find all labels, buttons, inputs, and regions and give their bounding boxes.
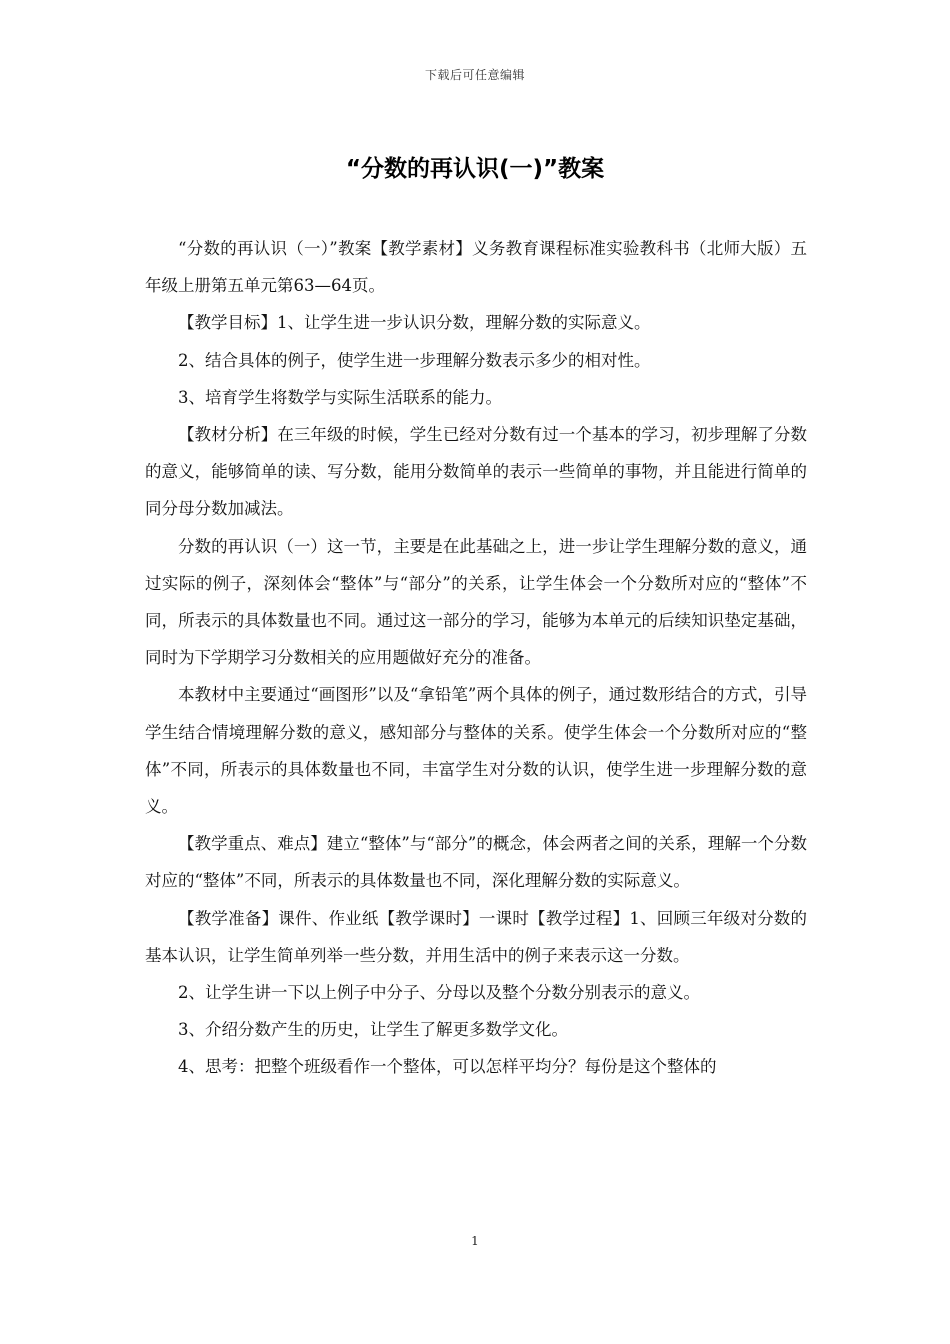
paragraph: 【教学重点、难点】建立“整体”与“部分”的概念，体会两者之间的关系，理解一个分数对应的“整体”不同，所表示的具体数量也不同，深化理解分数的实际意义。 [145, 834, 807, 891]
paragraph: 2、让学生讲一下以上例子中分子、分母以及整个分数分别表示的意义。 [178, 983, 700, 1003]
paragraph: 2、结合具体的例子，使学生进一步理解分数表示多少的相对性。 [178, 350, 651, 370]
paragraph: 本教材中主要通过“画图形”以及“拿铅笔”两个具体的例子，通过数形结合的方式，引导学生结合情境理解分数的意义，感知部分与整体的关系。使学生体会一个分数所对应的“整体”不同，所表示的具体数量也不同，丰富学生对分数的认识，使学生进一步理解分数的意义。 [145, 685, 807, 817]
page-number: 1 [471, 1234, 479, 1248]
paragraph: 分数的再认识（一）这一节，主要是在此基础之上，进一步让学生理解分数的意义，通过实际的例子，深刻体会“整体”与“部分”的关系，让学生体会一个分数所对应的“整体”不同，所表示的具体数量也不同。通过这一部分的学习，能够为本单元的后续知识垫定基础，同时为下学期学习分数相关的应用题做好充分的准备。 [145, 536, 807, 668]
paragraph: 【教材分析】在三年级的时候，学生已经对分数有过一个基本的学习，初步理解了分数的意义，能够简单的读、写分数，能用分数简单的表示一些简单的事物，并且能进行简单的同分母分数加减法。 [145, 425, 807, 519]
paragraph: 3、介绍分数产生的历史，让学生了解更多数学文化。 [178, 1020, 568, 1040]
document-title: “分数的再认识(一)”教案 [345, 156, 605, 182]
paragraph: 4、思考：把整个班级看作一个整体，可以怎样平均分？每份是这个整体的 [178, 1057, 717, 1077]
paragraph: 【教学准备】课件、作业纸【教学课时】一课时【教学过程】1、回顾三年级对分数的基本认识，让学生简单列举一些分数，并用生活中的例子来表示这一分数。 [145, 908, 807, 965]
paragraph: 3、培育学生将数学与实际生活联系的能力。 [178, 387, 502, 407]
paragraph: “分数的再认识（一）”教案【教学素材】义务教育课程标准实验教科书（北师大版）五年级上册第五单元第63—64页。 [145, 239, 807, 296]
document-body [145, 230, 807, 1086]
header-note: 下载后可任意编辑 [424, 68, 525, 82]
paragraph: 【教学目标】1、让学生进一步认识分数，理解分数的实际意义。 [178, 313, 651, 333]
